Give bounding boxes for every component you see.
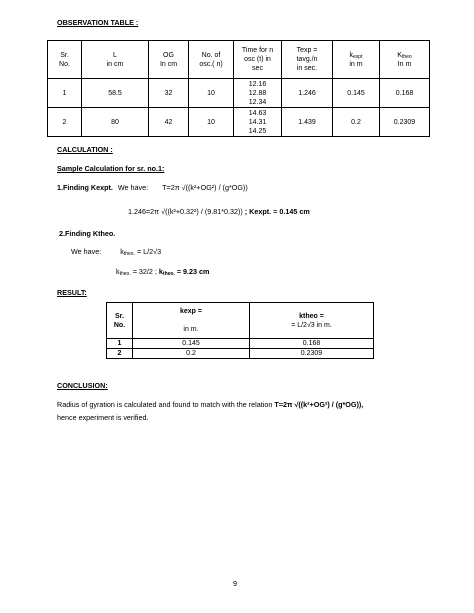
cell-kexpt: 0.145 xyxy=(333,79,380,108)
result-table xyxy=(106,302,374,359)
header-og: OG In cm xyxy=(149,41,189,79)
conclusion-line2: hence experiment is verified. xyxy=(57,413,149,422)
step2-line2-eq: = 32/2 ; xyxy=(132,267,159,276)
step1-formula: T=2π √((k²+OG²) / (g*OG)) xyxy=(162,183,248,192)
table-row xyxy=(107,349,374,359)
cell-texp: 1.439 xyxy=(282,108,333,137)
table-row xyxy=(107,339,374,349)
step2-title: 2.Finding Ktheo. xyxy=(59,229,116,238)
result-header-row xyxy=(107,303,374,339)
conclusion-formula: T=2π √((k²+OG²) / (g*OG)), xyxy=(274,400,364,409)
result-heading: RESULT: xyxy=(57,288,87,297)
step2-sub: theo. xyxy=(123,251,135,257)
cell-texp: 1.246 xyxy=(282,79,333,108)
cell-l: 58.5 xyxy=(82,79,149,108)
cell-time: 14.63 14.31 14.25 xyxy=(234,108,282,137)
sample-calculation-heading: Sample Calculation for sr. no.1: xyxy=(57,164,165,173)
result-header-sr: Sr. No. xyxy=(107,303,133,339)
header-sr: Sr. No. xyxy=(48,41,82,79)
step2-k: k xyxy=(116,267,120,276)
step2-k: k xyxy=(120,247,124,256)
step1-sub-formula: 1.246=2π √((k²+0.32²) / (9.81*0.32)) xyxy=(128,207,243,216)
step1-line xyxy=(57,183,248,192)
cell-ktheo: 0.2309 xyxy=(380,108,430,137)
cell-n: 10 xyxy=(189,79,234,108)
step2-eq: = L/2√3 xyxy=(136,247,162,256)
result-header-kexp: kexp = in m. xyxy=(133,303,250,339)
step2-sub2: theo. xyxy=(162,271,175,277)
step2-have: We have: xyxy=(71,247,102,256)
cell-ktheo: 0.168 xyxy=(380,79,430,108)
result-header-ktheo: ktheo = = L/2√3 in m. xyxy=(250,303,374,339)
step2-sub: theo. xyxy=(119,271,131,277)
observation-header-row xyxy=(48,41,430,79)
step1-substitution xyxy=(128,207,310,216)
result-cell-sr: 2 xyxy=(107,349,133,359)
page-number: 9 xyxy=(233,579,237,588)
step2-result: = 9.23 cm xyxy=(176,267,210,276)
header-time: Time for n osc (t) in sec xyxy=(234,41,282,79)
conclusion-heading: CONCLUSION: xyxy=(57,381,108,390)
header-texp: Texp = tavg./n in sec. xyxy=(282,41,333,79)
table-row xyxy=(48,108,430,137)
step2-line2 xyxy=(116,267,209,276)
cell-n: 10 xyxy=(189,108,234,137)
result-cell-sr: 1 xyxy=(107,339,133,349)
header-l: L in cm xyxy=(82,41,149,79)
cell-sr: 1 xyxy=(48,79,82,108)
conclusion-line1 xyxy=(57,400,363,409)
observation-table xyxy=(47,40,430,137)
table-row xyxy=(48,79,430,108)
header-ktheo: $K_{theo}$ In m xyxy=(380,41,430,79)
result-cell-kexp: 0.145 xyxy=(133,339,250,349)
step2-line1 xyxy=(71,247,161,256)
cell-l: 80 xyxy=(82,108,149,137)
result-cell-ktheo: 0.168 xyxy=(250,339,374,349)
step1-have: We have: xyxy=(117,183,149,192)
step1-title: 1.Finding Kexpt. xyxy=(57,183,113,192)
calculation-heading: CALCULATION : xyxy=(57,145,113,154)
observation-heading: OBSERVATION TABLE : xyxy=(57,18,139,27)
cell-time: 12.16 12.88 12.34 xyxy=(234,79,282,108)
step1-result-prefix: ; Kexpt. = xyxy=(244,207,280,216)
cell-og: 32 xyxy=(149,79,189,108)
cell-og: 42 xyxy=(149,108,189,137)
step2-k2: k xyxy=(158,267,163,276)
header-kexpt: $k_{expt}$ in m xyxy=(333,41,380,79)
cell-sr: 2 xyxy=(48,108,82,137)
cell-kexpt: 0.2 xyxy=(333,108,380,137)
header-n: No. of osc.( n) xyxy=(189,41,234,79)
step1-result: 0.145 cm xyxy=(279,207,310,216)
result-cell-ktheo: 0.2309 xyxy=(250,349,374,359)
conclusion-text: Radius of gyration is calculated and found to match with the relation xyxy=(57,400,275,409)
result-cell-kexp: 0.2 xyxy=(133,349,250,359)
